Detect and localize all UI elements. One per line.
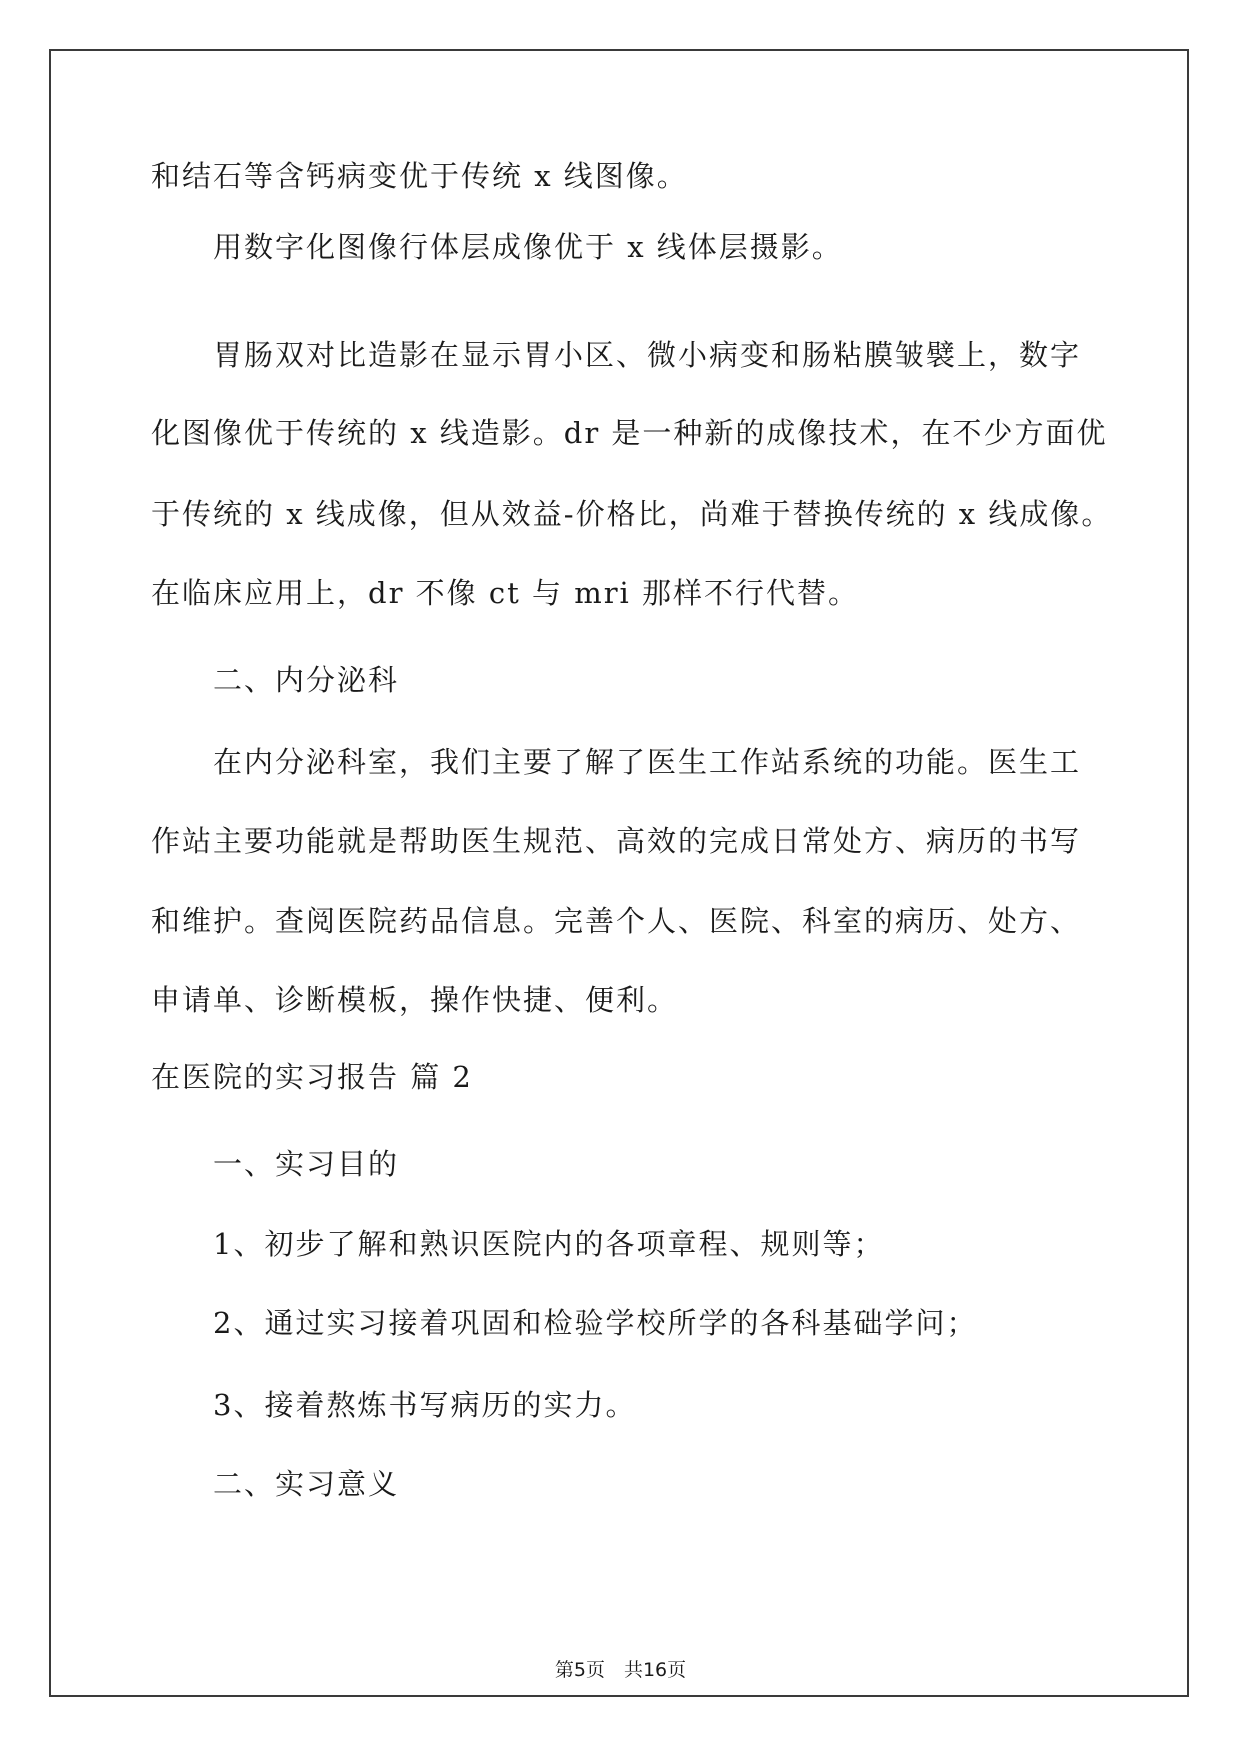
total-pages: 16 — [642, 1659, 668, 1681]
paragraph-line: 化图像优于传统的 x 线造影。dr 是一种新的成像技术，在不少方面优 — [151, 416, 1108, 450]
page-frame — [49, 49, 1189, 1697]
paragraph-line: 胃肠双对比造影在显示胃小区、微小病变和肠粘膜皱襞上，数字 — [213, 338, 1082, 372]
list-item: 1、初步了解和熟识医院内的各项章程、规则等； — [213, 1227, 885, 1261]
page-footer — [0, 1658, 1241, 1682]
list-item: 2、通过实习接着巩固和检验学校所学的各科基础学问； — [213, 1306, 978, 1340]
paragraph-line: 用数字化图像行体层成像优于 x 线体层摄影。 — [213, 230, 843, 264]
section-heading: 二、内分泌科 — [213, 663, 400, 697]
section-heading: 一、实习目的 — [213, 1147, 400, 1181]
paragraph-line: 和结石等含钙病变优于传统 x 线图像。 — [151, 159, 688, 193]
paragraph-line: 申请单、诊断模板，操作快捷、便利。 — [151, 983, 679, 1017]
paragraph-line: 和维护。查阅医院药品信息。完善个人、医院、科室的病历、处方、 — [151, 904, 1082, 938]
paragraph-line: 在内分泌科室，我们主要了解了医生工作站系统的功能。医生工 — [213, 745, 1082, 779]
paragraph-line: 于传统的 x 线成像，但从效益-价格比，尚难于替换传统的 x 线成像。 — [151, 497, 1113, 531]
section-heading: 二、实习意义 — [213, 1467, 400, 1501]
paragraph-line: 在临床应用上，dr 不像 ct 与 mri 那样不行代替。 — [151, 576, 860, 610]
footer-prefix: 第 — [554, 1659, 574, 1681]
page-number: 5 — [573, 1659, 586, 1681]
footer-middle: 页 共 — [585, 1659, 643, 1681]
paragraph-line: 作站主要功能就是帮助医生规范、高效的完成日常处方、病历的书写 — [151, 824, 1082, 858]
report-title: 在医院的实习报告 篇 2 — [151, 1060, 473, 1094]
footer-suffix: 页 — [667, 1659, 687, 1681]
list-item: 3、接着熬炼书写病历的实力。 — [213, 1388, 637, 1422]
